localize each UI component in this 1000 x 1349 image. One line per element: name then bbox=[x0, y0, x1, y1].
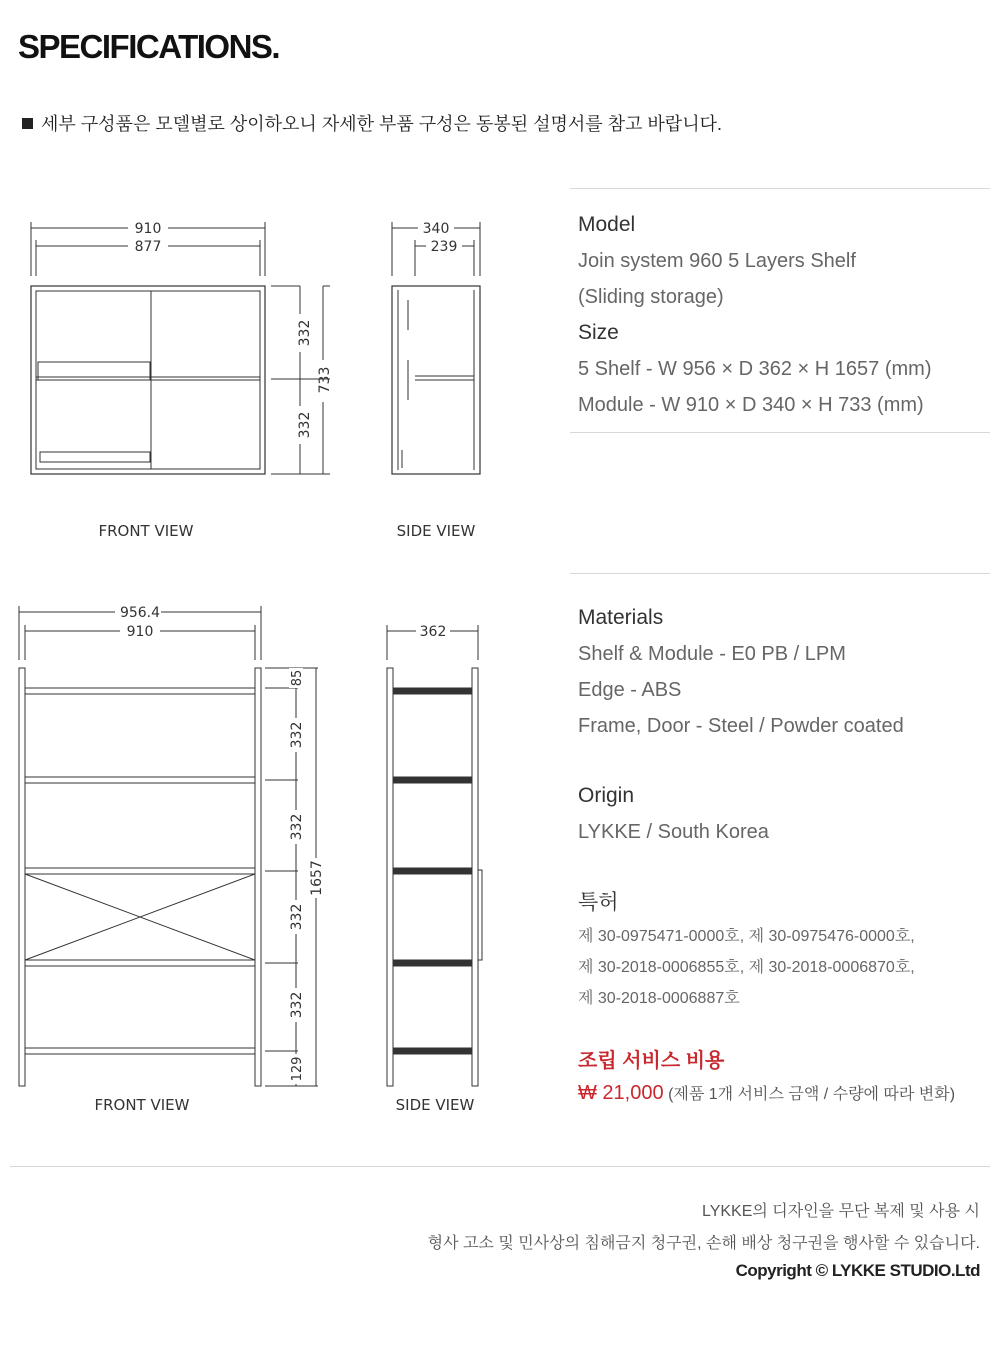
materials-line-3: Frame, Door - Steel / Powder coated bbox=[578, 715, 904, 737]
module-side-drawing bbox=[392, 222, 480, 474]
origin-label: Origin bbox=[578, 784, 635, 807]
origin-value: LYKKE / South Korea bbox=[578, 821, 769, 843]
size-line-2: Module - W 910 × D 340 × H 733 (mm) bbox=[578, 394, 924, 416]
spec-block-origin bbox=[578, 778, 769, 850]
caption-front-view: FRONT VIEW bbox=[94, 1096, 190, 1114]
patent-line-3: 제 30-2018-0006887호 bbox=[578, 990, 740, 1007]
caption-side-view: SIDE VIEW bbox=[396, 522, 476, 540]
dim-module-width: 910 bbox=[134, 221, 162, 237]
patent-line-1: 제 30-0975471-0000호, 제 30-0975476-0000호, bbox=[578, 928, 915, 945]
caption-side-view: SIDE VIEW bbox=[395, 1096, 475, 1114]
dim-shelf-h3: 332 bbox=[289, 903, 305, 931]
service-price: ₩ 21,000 bbox=[578, 1082, 664, 1104]
spec-block-model bbox=[578, 207, 932, 423]
dim-shelf-h1: 332 bbox=[289, 721, 305, 749]
size-label: Size bbox=[578, 321, 619, 344]
service-label: 조립 서비스 비용 bbox=[578, 1050, 725, 1072]
dim-shelf-height: 1657 bbox=[309, 860, 325, 896]
divider bbox=[570, 432, 990, 433]
dim-module-depth: 340 bbox=[422, 221, 450, 237]
model-line-1: Join system 960 5 Layers Shelf bbox=[578, 250, 856, 272]
footer-line-2: 형사 고소 및 민사상의 침해금지 청구권, 손해 배상 청구권을 행사할 수 있습니다. bbox=[427, 1235, 980, 1252]
notice bbox=[22, 110, 722, 136]
size-line-1: 5 Shelf - W 956 × D 362 × H 1657 (mm) bbox=[578, 358, 932, 380]
dim-shelf-top: 85 bbox=[290, 669, 305, 687]
module-front-drawing bbox=[31, 222, 330, 474]
shelf-side-drawing bbox=[387, 625, 482, 1086]
copyright: Copyright © LYKKE STUDIO.Ltd bbox=[735, 1261, 980, 1280]
dim-shelf-bottom: 129 bbox=[290, 1056, 305, 1082]
spec-block-patent bbox=[578, 885, 915, 1014]
notice-text: 세부 구성품은 모델별로 상이하오니 자세한 부품 구성은 동봉된 설명서를 참고 바랍니다. bbox=[41, 114, 722, 134]
materials-line-2: Edge - ABS bbox=[578, 679, 682, 701]
dim-module-height: 733 bbox=[317, 366, 333, 394]
divider bbox=[570, 188, 990, 189]
dim-shelf-depth: 362 bbox=[419, 624, 447, 640]
spec-block-materials bbox=[578, 600, 904, 744]
materials-label: Materials bbox=[578, 606, 664, 629]
materials-line-1: Shelf & Module - E0 PB / LPM bbox=[578, 643, 846, 665]
page-title: SPECIFICATIONS. bbox=[18, 28, 280, 65]
dim-shelf-inner-width: 910 bbox=[126, 624, 154, 640]
service-block bbox=[578, 1044, 955, 1105]
dim-shelf-h4: 332 bbox=[289, 991, 305, 1019]
model-line-2: (Sliding storage) bbox=[578, 286, 724, 308]
dim-module-h1: 332 bbox=[297, 319, 313, 347]
footer-line-1: LYKKE의 디자인을 무단 복제 및 사용 시 bbox=[702, 1203, 980, 1220]
divider bbox=[570, 573, 990, 574]
patent-line-2: 제 30-2018-0006855호, 제 30-2018-0006870호, bbox=[578, 959, 915, 976]
square-bullet-icon bbox=[22, 118, 33, 129]
service-note: (제품 1개 서비스 금액 / 수량에 따라 변화) bbox=[668, 1086, 956, 1103]
dimension-drawings bbox=[0, 180, 560, 1170]
dim-module-h2: 332 bbox=[297, 411, 313, 439]
dim-shelf-width: 956.4 bbox=[119, 605, 161, 621]
dim-module-inner-depth: 239 bbox=[430, 239, 458, 255]
shelf-front-drawing bbox=[19, 606, 318, 1086]
patent-label: 특허 bbox=[578, 891, 619, 914]
caption-front-view: FRONT VIEW bbox=[98, 522, 194, 540]
model-label: Model bbox=[578, 213, 636, 236]
dim-module-inner-width: 877 bbox=[134, 239, 162, 255]
dim-shelf-h2: 332 bbox=[289, 813, 305, 841]
